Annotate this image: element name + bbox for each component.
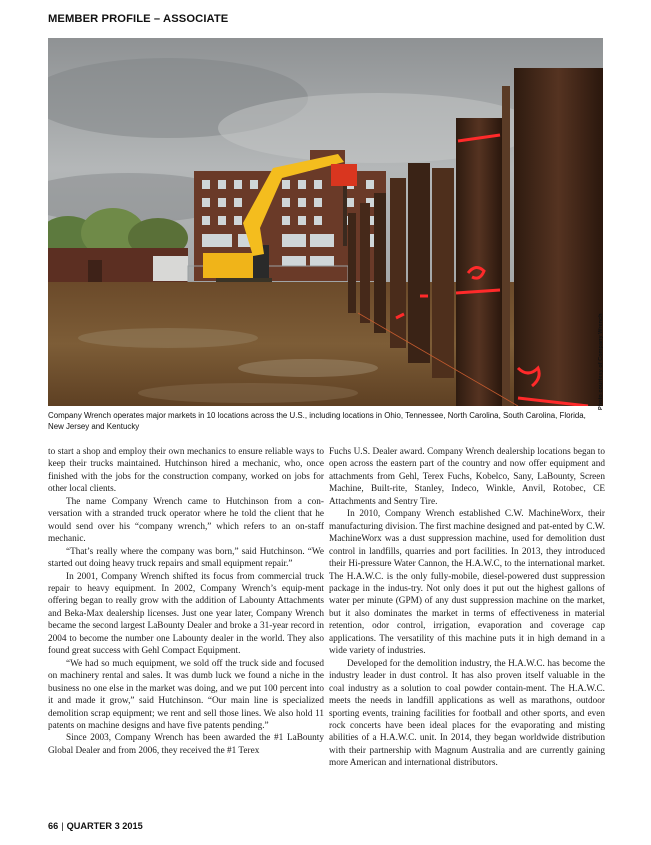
paragraph: In 2001, Company Wrench shifted its focus from commercial truck repair to heavy equipment. In 2002, Company Wrench’s equip-ment offering began to really grow with the addition of Labounty Attachments and Beka-Max dealership licenses. Just one year later, Company Wrench became the second largest LaBounty Dealer and broke a 31-year record in 2004 to become the number one Labounty dealer in the world. They also found great success with Gehl Compact Equipment. bbox=[48, 571, 324, 657]
photo-credit: Photo courtesy of Company Wrench bbox=[598, 313, 604, 410]
issue-label: QUARTER 3 2015 bbox=[66, 821, 143, 831]
paragraph: The name Company Wrench came to Hutchinson from a con-versation with a stranded truck operator where he told the client that he would send over his “company wrench,” which refers to an on-staff mechanic. bbox=[48, 496, 324, 545]
article-column-left bbox=[48, 446, 324, 757]
paragraph: In 2010, Company Wrench established C.W. MachineWorx, their manufacturing division. The first machine designed and pat-ented by C.W. MachineWorx was a dust suppression machine, used for demolition dust control in landfills, quarries and port facilities. In 2013, they introduced their Hi-pressure Water Cannon, the H.A.W.C, to the international market. The H.A.W.C. is the only fully-mobile, diesel-powered dust suppression package in the indus-try. Not only does it put out the highest gallons of water per minute (GPM) of any dust suppression machine on the market, but it also dominates the market in terms of effectiveness in material retention, odor control, irrigation, evaporation and coverage cap applications. The versatility of this machine puts it in high demand in a wide variety of industries. bbox=[329, 509, 605, 657]
section-header: MEMBER PROFILE – ASSOCIATE bbox=[48, 13, 229, 25]
construction-site-illustration bbox=[48, 38, 603, 406]
paragraph: Since 2003, Company Wrench has been awarded the #1 LaBounty Global Dealer and from 2006, they received the #1 Terex bbox=[48, 733, 324, 756]
photo-caption: Company Wrench operates major markets in 10 locations across the U.S., including locations in Ohio, Tennessee, North Carolina, South Carolina, Florida, New Jersey and Kentucky bbox=[48, 411, 586, 431]
paragraph: Developed for the demolition industry, the H.A.W.C. has become the industry leader in dust control. It has also proven itself valuable in the coal industry as a solution to coal powder contain-ment. The H.A.W.C. meets the needs in landfill applications as well as marathons, outdoor sporting events, training facilities for football and other sports, and even rock concerts have been ideal places for the evaporating and misting abilities of a H.A.W.C. unit. In 2014, they began worldwide distribution with their partnership with Magnum Australia and are currently gaining more American and international distributors. bbox=[329, 658, 605, 769]
paragraph: Fuchs U.S. Dealer award. Company Wrench dealership locations began to open across the eastern part of the country and now offer equipment and attachments from Gehl, Terex Fuchs, Kobelco, Sany, LaBounty, Screen Machine, Built-rite, Stanley, Indeco, Winkle, Anvil, Rotobec, CE Attachments and Sentry Tire. bbox=[329, 447, 605, 507]
page-number: 66 bbox=[48, 821, 59, 831]
footer-separator: | bbox=[61, 821, 64, 831]
article-column-right bbox=[329, 446, 605, 770]
article-photo bbox=[48, 38, 603, 406]
paragraph: “We had so much equipment, we sold off the truck side and focused on machinery rental and sales. It was dumb luck we found a niche in the business no one else in the market was doing, and we put 100 percent into it and made it grow,” said Hutchinson. “Our main line is specialized demolition scrap equipment; we rent and sell those lines. We also hold 11 patents on machine designs and have five patents pending.” bbox=[48, 658, 324, 731]
paragraph: to start a shop and employ their own mechanics to ensure reliable ways to keep their trucks maintained. Hutchinson hired a mechanic, who, once finished with the jobs for the construction company, worked on jobs for other local clients. bbox=[48, 447, 324, 495]
paragraph: “That’s really where the company was born,” said Hutchinson. “We started out doing heavy truck repairs and small equipment repair.” bbox=[48, 546, 324, 570]
page-footer bbox=[48, 821, 143, 831]
